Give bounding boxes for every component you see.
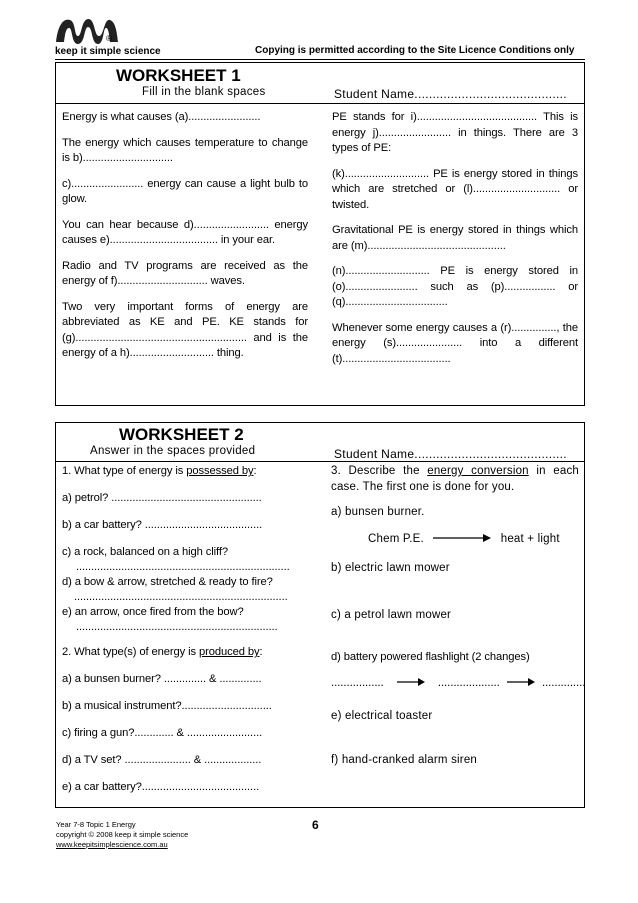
ws2-q2-d: d) a TV set? ...................... & ................... bbox=[62, 754, 262, 766]
ws1-q-de: You can hear because d)......................... energy causes e).................................... in your ear. bbox=[62, 218, 308, 246]
worksheet-2-rule bbox=[56, 461, 584, 462]
worksheet-2-student-name: Student Name.......................................... bbox=[334, 447, 567, 461]
ws2-q1: 1. What type of energy is possessed by: bbox=[62, 465, 257, 477]
ws2-q3-e: e) electrical toaster bbox=[331, 710, 433, 722]
blank-2: .................... bbox=[437, 676, 500, 689]
footer-topic: Year 7-8 Topic 1 Energy bbox=[56, 820, 136, 829]
ws2-q1-c-line: ....................................................................... bbox=[76, 561, 290, 573]
ws2-q1-d: d) a bow & arrow, stretched & ready to fire? bbox=[62, 576, 273, 588]
ws2-q2-e: e) a car battery?....................................... bbox=[62, 781, 260, 793]
ws2-q3-c: c) a petrol lawn mower bbox=[331, 608, 452, 621]
footer-url[interactable]: www.keepitsimplescience.com.au bbox=[56, 840, 168, 849]
ws1-q-b: The energy which causes temperature to change is b).............................. bbox=[62, 136, 308, 164]
ws2-q2-c: c) firing a gun?............. & ......................... bbox=[62, 727, 263, 739]
ws1-q-nopq: (n)............................ PE is energy stored in (o)........................ such as (p)................. or (q).................................. bbox=[332, 265, 578, 308]
blank-1: ................. bbox=[331, 676, 384, 689]
worksheet-2-title: WORKSHEET 2 bbox=[119, 425, 244, 444]
header-rule bbox=[55, 59, 585, 60]
ws2-q1-d-line: ....................................................................... bbox=[74, 591, 288, 603]
worksheet-1-subtitle: Fill in the blank spaces bbox=[142, 86, 266, 98]
ws1-q-f: Radio and TV programs are received as the energy of f).............................. waves. bbox=[62, 259, 308, 287]
worksheet-1-left-column bbox=[62, 110, 308, 372]
ws1-q-rst: Whenever some energy causes a (r)..............., the energy (s)...................... into a different (t).................................... bbox=[332, 321, 578, 365]
ws2-q2-b: b) a musical instrument?.............................. bbox=[62, 700, 272, 712]
ws2-q3-a: a) bunsen burner. bbox=[331, 506, 425, 518]
ws2-q1-b: b) a car battery? ....................................... bbox=[62, 519, 263, 531]
ws2-q2-a: a) a bunsen burner? .............. & .............. bbox=[62, 673, 262, 685]
ws1-q-m: Gravitational PE is energy stored in things which are (m).............................................. bbox=[332, 224, 578, 252]
page-number: 6 bbox=[312, 818, 319, 832]
ws2-q3-f: f) hand-cranked alarm siren bbox=[331, 753, 478, 766]
right-arrow-icon bbox=[397, 678, 425, 686]
worksheet-1-title: WORKSHEET 1 bbox=[116, 66, 241, 85]
logo-text: keep it simple science bbox=[55, 46, 161, 57]
worksheet-1-student-name: Student Name.......................................... bbox=[334, 87, 567, 101]
ws2-q1-c: c) a rock, balanced on a high cliff? bbox=[62, 546, 228, 558]
right-arrow-icon bbox=[433, 534, 491, 542]
ws2-q3-b: b) electric lawn mower bbox=[331, 562, 450, 574]
ws2-q3-a-example bbox=[331, 532, 579, 548]
ws2-q3-d-blanks bbox=[331, 676, 586, 692]
ws2-q2: 2. What type(s) of energy is produced by: bbox=[62, 646, 263, 658]
worksheet-2-left-column bbox=[62, 464, 312, 795]
worksheet-1-right-column bbox=[332, 110, 578, 377]
registered-mark: ® bbox=[106, 34, 112, 43]
ws1-q-kl: (k)............................ PE is energy stored in things which are stretched or (l)............................. or twisted. bbox=[332, 167, 578, 211]
example-to: heat + light bbox=[500, 532, 560, 545]
example-from: Chem P.E. bbox=[368, 532, 424, 545]
ws2-q1-a: a) petrol? .................................................. bbox=[62, 492, 262, 504]
ws1-q-ij: PE stands for i)........................................ This is energy j)........................ in things. There are 3 types of PE: bbox=[332, 111, 578, 154]
blank-3: .............. bbox=[541, 676, 586, 689]
right-arrow-icon bbox=[507, 678, 535, 686]
ws2-q1-e-line: ................................................................... bbox=[76, 621, 278, 633]
ws1-q-a: Energy is what causes (a)........................ bbox=[62, 111, 261, 123]
worksheet-2-subtitle: Answer in the spaces provided bbox=[90, 445, 256, 457]
footer-copyright: copyright © 2008 keep it simple science bbox=[56, 830, 189, 839]
ws1-q-gh: Two very important forms of energy are abbreviated as KE and PE. KE stands for (g)......................................................... and is the energy of a h)............................ thing. bbox=[62, 300, 308, 359]
ws2-q3-d: d) battery powered flashlight (2 changes) bbox=[331, 651, 530, 663]
worksheet-1-rule bbox=[56, 103, 584, 104]
ws2-q1-e: e) an arrow, once fired from the bow? bbox=[62, 606, 244, 618]
copy-note: Copying is permitted according to the Site Licence Conditions only bbox=[255, 45, 575, 56]
worksheet-2-right-column bbox=[331, 464, 586, 768]
ws2-q3: 3. Describe the energy conversion in each case. The first one is done for you. bbox=[331, 465, 579, 493]
ws1-q-c: c)........................ energy can cause a light bulb to glow. bbox=[62, 177, 308, 205]
